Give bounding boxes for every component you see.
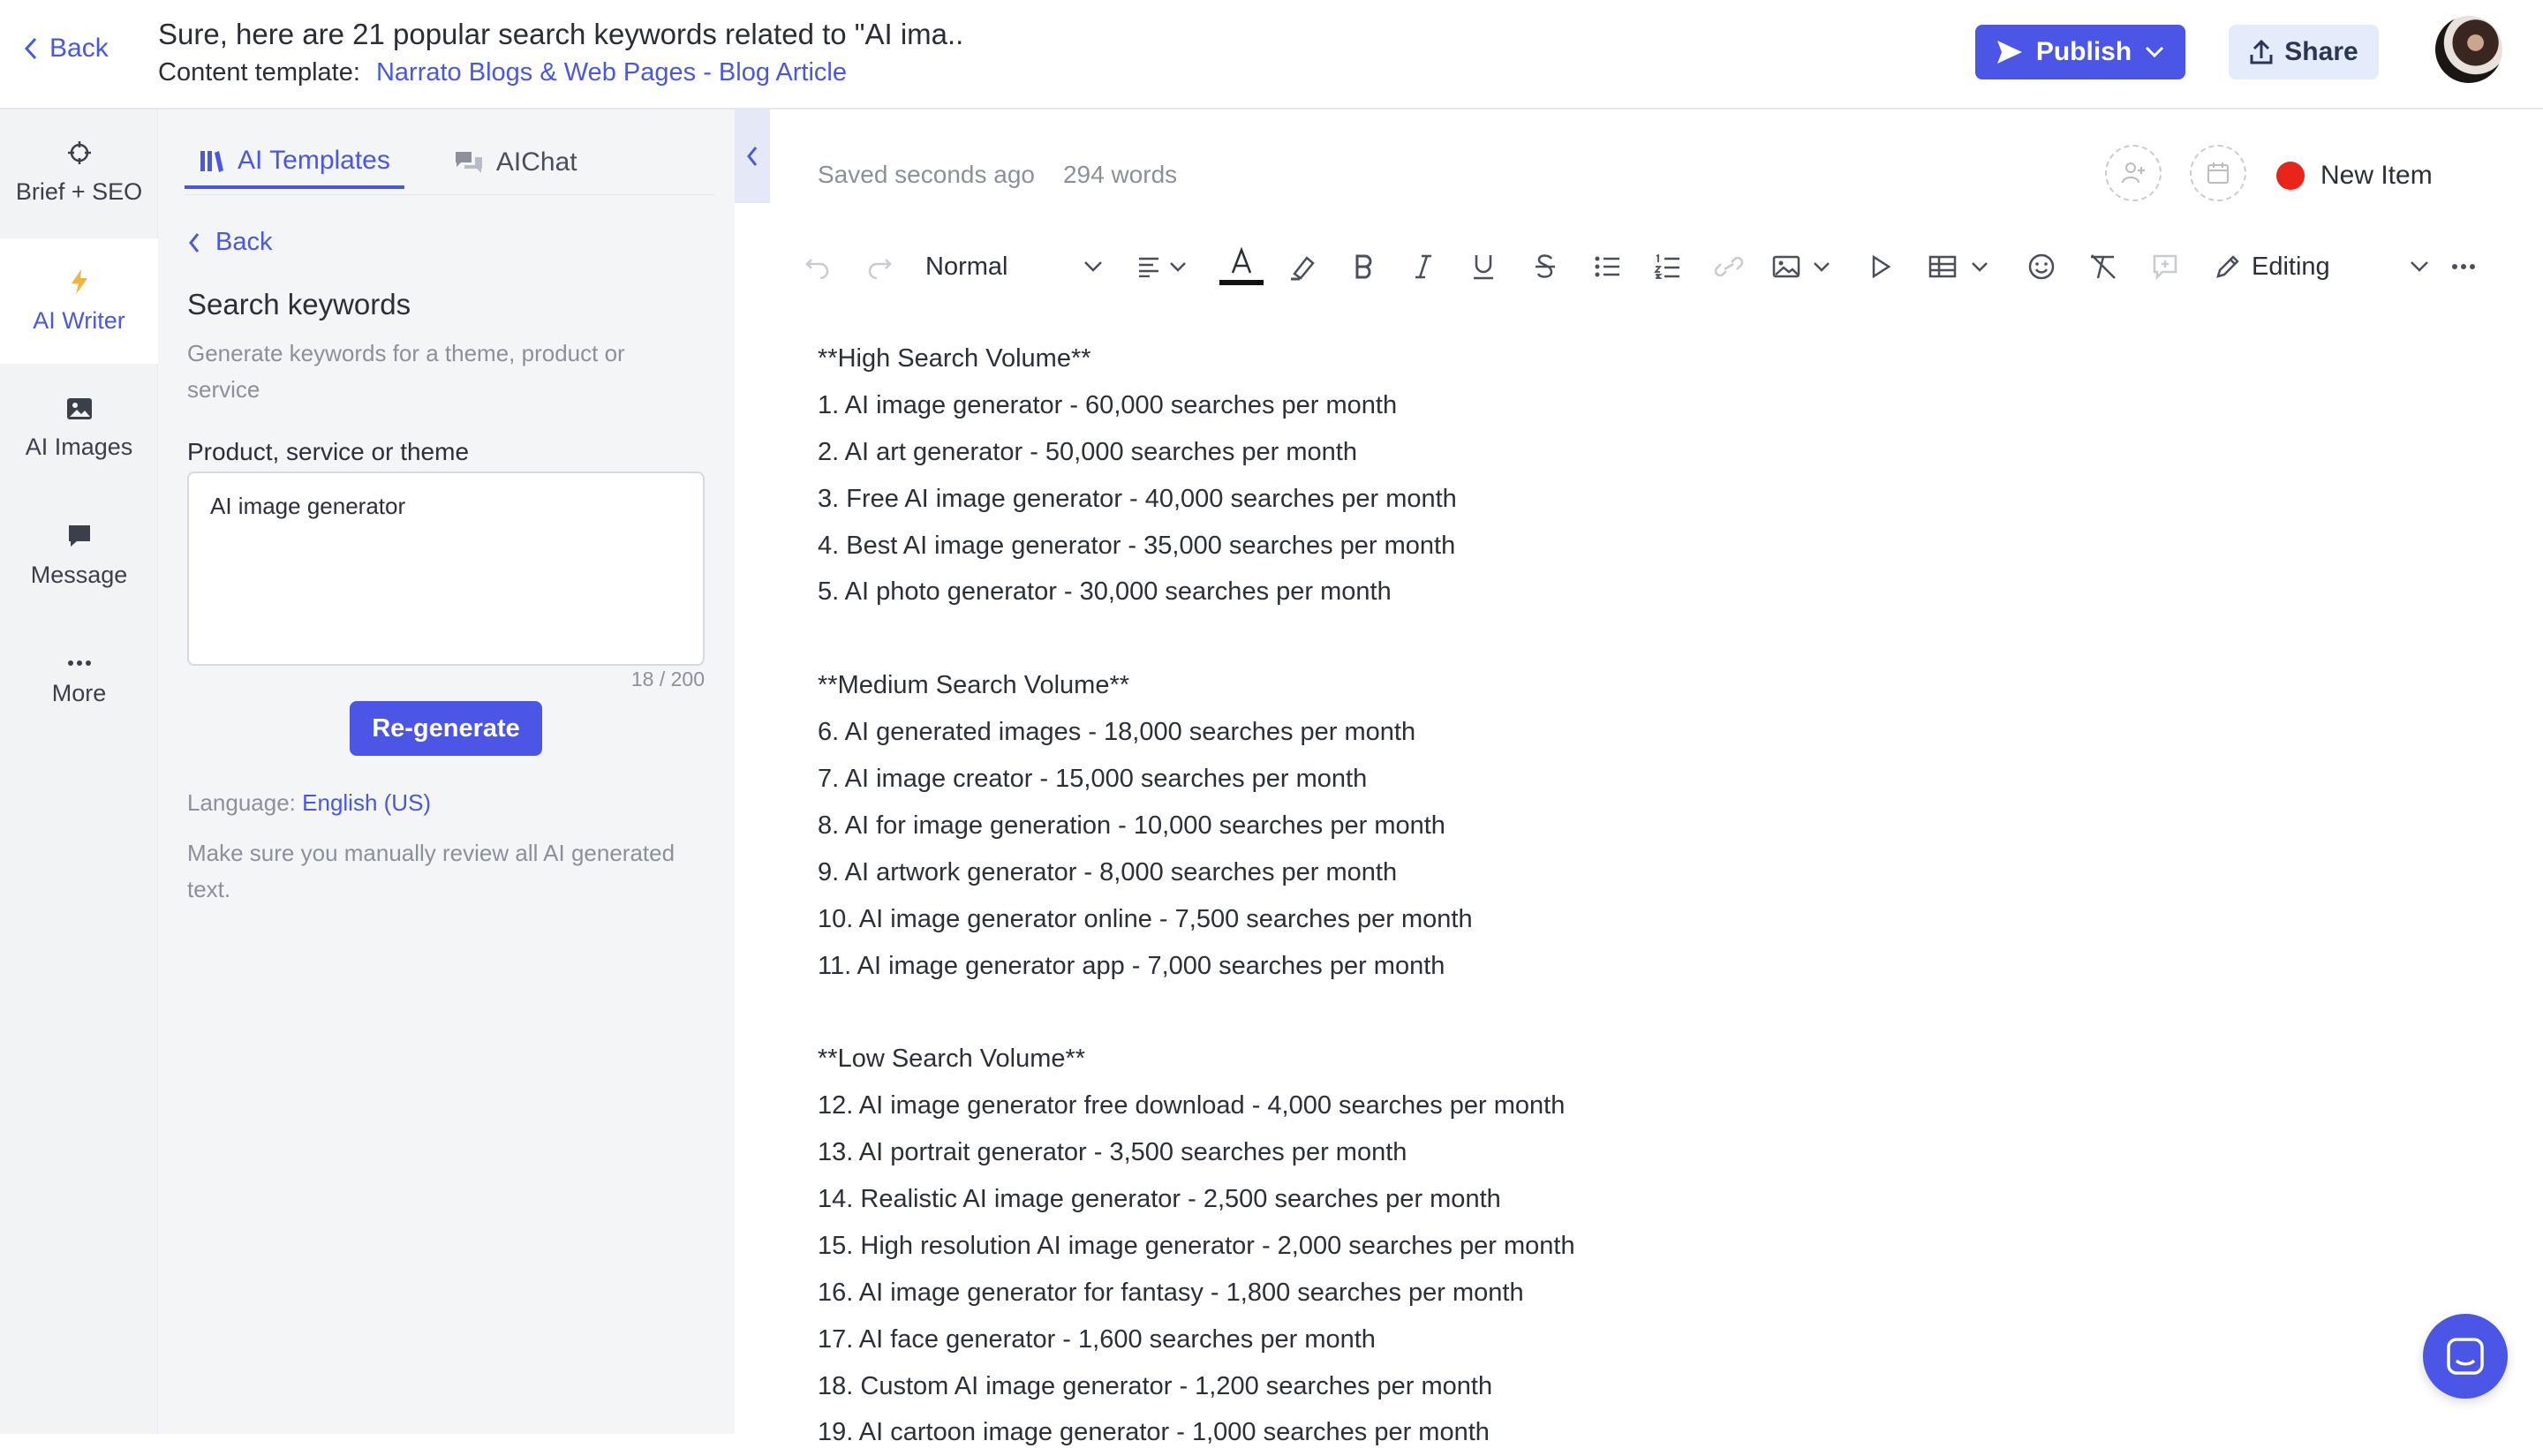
rail-item-ai-images[interactable] [0, 366, 158, 491]
regenerate-button[interactable]: Re-generate [350, 701, 542, 756]
text-color-button[interactable] [1217, 244, 1266, 290]
table-icon [1928, 254, 1992, 279]
message-icon [66, 523, 93, 549]
rail-item-more[interactable] [0, 620, 158, 745]
send-icon [1996, 39, 2024, 65]
content-line: 5. AI photo generator - 30,000 searches per month [818, 577, 1392, 607]
template-description: Generate keywords for a theme, product or service [187, 340, 625, 403]
content-line: 16. AI image generator for fantasy - 1,800 searches per month [818, 1278, 1524, 1307]
rail-item-ai-writer[interactable] [0, 238, 158, 364]
content-line: 6. AI generated images - 18,000 searches per month [818, 718, 1416, 747]
strikethrough-button[interactable] [1529, 244, 1561, 290]
template-link[interactable]: Narrato Blogs & Web Pages - Blog Article [375, 58, 847, 87]
more-options-button[interactable] [2448, 244, 2479, 290]
content-line: 11. AI image generator app - 7,000 searches per month [818, 951, 1445, 980]
tab-aichat[interactable] [440, 136, 592, 189]
language-select[interactable]: English (US) [302, 789, 432, 816]
align-dropdown[interactable] [1130, 244, 1197, 290]
chat-icon [2445, 1336, 2486, 1377]
top-bar [0, 0, 2543, 109]
chevron-down-icon [2409, 260, 2430, 274]
content-line: 12. AI image generator free download - 4,000 searches per month [818, 1091, 1566, 1120]
content-line: 17. AI face generator - 1,600 searches per month [818, 1324, 1376, 1354]
style-value: Normal [925, 252, 1008, 281]
content-line: 14. Realistic AI image generator - 2,500 searches per month [818, 1185, 1501, 1214]
content-line: 4. Best AI image generator - 35,000 searches per month [818, 531, 1456, 560]
link-button[interactable] [1711, 244, 1747, 290]
tab-label: AI Templates [238, 146, 390, 175]
numbered-list-button[interactable] [1651, 244, 1683, 290]
redo-icon [866, 254, 893, 279]
support-chat-button[interactable] [2423, 1314, 2508, 1399]
content-line: **Low Search Volume** [818, 1045, 1086, 1074]
underline-button[interactable] [1468, 244, 1499, 290]
chevron-down-icon [1083, 260, 1104, 274]
insert-video-button[interactable] [1865, 244, 1897, 290]
align-left-icon [1137, 256, 1190, 277]
content-line: 3. Free AI image generator - 40,000 searches per month [818, 484, 1457, 513]
panel-tabs [185, 136, 592, 189]
undo-button[interactable] [800, 244, 835, 290]
chevron-left-icon [187, 231, 201, 254]
emoji-button[interactable] [2024, 244, 2059, 290]
image-icon [66, 396, 93, 421]
saved-status: Saved seconds ago [818, 161, 1035, 188]
content-line: 13. AI portrait generator - 3,500 searches per month [818, 1138, 1407, 1167]
bold-icon [1354, 254, 1373, 279]
highlight-button[interactable] [1286, 244, 1321, 290]
status-selector[interactable] [2276, 161, 2433, 191]
publish-label: Publish [2035, 37, 2132, 66]
language-row [187, 789, 431, 817]
add-user-icon [2119, 159, 2147, 187]
rail-label: Message [30, 561, 128, 588]
upload-icon [2249, 39, 2274, 65]
content-line: 2. AI art generator - 50,000 searches per month [818, 437, 1357, 466]
word-count: 294 words [1062, 161, 1178, 188]
bold-button[interactable] [1347, 244, 1379, 290]
content-line: 1. AI image generator - 60,000 searches per month [818, 390, 1398, 419]
chevron-left-icon [23, 36, 39, 61]
numbered-list-icon [1654, 254, 1680, 279]
rail-label: More [51, 679, 107, 706]
review-note: Make sure you manually review all AI generated text. [187, 840, 675, 902]
content-line: 7. AI image creator - 15,000 searches per month [818, 765, 1368, 794]
status-label: New Item [2320, 161, 2433, 190]
rail-label: AI Images [25, 433, 133, 460]
italic-icon [1414, 254, 1433, 279]
text-color-icon [1218, 246, 1265, 287]
left-rail [0, 109, 158, 1434]
assign-user-button[interactable] [2105, 145, 2162, 201]
content-line: **High Search Volume** [818, 344, 1091, 373]
smiley-icon [2027, 253, 2056, 281]
play-icon [1871, 255, 1890, 278]
tabs-divider [185, 194, 714, 195]
rail-item-brief-seo[interactable] [0, 109, 158, 235]
avatar[interactable] [2435, 16, 2502, 83]
ellipsis-icon [2451, 263, 2476, 270]
tab-label: AIChat [495, 147, 577, 177]
editing-mode-select[interactable] [2215, 244, 2430, 290]
content-line: 18. Custom AI image generator - 1,200 searches per month [818, 1371, 1493, 1400]
comment-button[interactable] [2147, 244, 2183, 290]
image-icon [1772, 254, 1834, 279]
redo-button[interactable] [862, 244, 897, 290]
editor-status [818, 161, 1177, 189]
language-label: Language: [187, 789, 296, 816]
collapse-panel-button[interactable] [735, 109, 770, 203]
share-label: Share [2284, 37, 2358, 66]
clear-formatting-button[interactable] [2086, 244, 2121, 290]
strikethrough-icon [1534, 253, 1557, 280]
content-line: 19. AI cartoon image generator - 1,000 searches per month [818, 1418, 1490, 1447]
content-line: 9. AI artwork generator - 8,000 searches per month [818, 857, 1398, 886]
template-label: Content template: [158, 58, 360, 87]
chevron-down-icon [2144, 45, 2165, 59]
lightning-icon [69, 268, 90, 295]
back-button[interactable] [23, 34, 109, 64]
crosshair-icon [66, 140, 93, 166]
content-line: 8. AI for image generation - 10,000 searches per month [818, 811, 1445, 840]
content-line: 10. AI image generator online - 7,500 searches per month [818, 904, 1473, 933]
content-line: 15. High resolution AI image generator - 2,000 searches per month [818, 1231, 1575, 1260]
mode-label: Editing [2252, 252, 2330, 281]
library-icon [199, 147, 225, 174]
content-line [818, 615, 2407, 662]
due-date-button[interactable] [2190, 145, 2246, 201]
underline-icon [1472, 253, 1495, 280]
rail-label: AI Writer [33, 306, 125, 334]
back-label: Back [49, 34, 109, 63]
highlighter-icon [1289, 253, 1317, 281]
document-title[interactable]: Sure, here are 21 popular search keywords related to "AI ima.. [158, 18, 964, 50]
panel-back-button[interactable] [187, 228, 272, 257]
status-dot [2276, 162, 2305, 190]
content-line: **Medium Search Volume** [818, 671, 1130, 700]
share-button[interactable] [2229, 25, 2379, 79]
clear-format-icon [2088, 253, 2118, 280]
rail-item-message[interactable] [0, 493, 158, 618]
content-line [818, 989, 2407, 1036]
insert-table-dropdown[interactable] [1925, 244, 1996, 290]
field-label: Product, service or theme [187, 438, 470, 465]
chevron-left-icon [745, 145, 759, 168]
pencil-icon [2215, 253, 2241, 280]
char-counter: 18 / 200 [630, 668, 705, 690]
back-label: Back [215, 228, 273, 256]
bullet-list-button[interactable] [1591, 244, 1623, 290]
publish-button[interactable] [1975, 25, 2185, 79]
calendar-icon [2205, 160, 2231, 186]
rail-label: Brief + SEO [15, 177, 143, 205]
template-title: Search keywords [187, 288, 411, 321]
chat-bubbles-icon [454, 150, 484, 175]
comment-icon [2152, 253, 2178, 280]
product-theme-input[interactable] [187, 472, 705, 666]
content-template-row [158, 58, 847, 87]
undo-icon [804, 254, 831, 279]
tab-ai-templates[interactable] [185, 136, 404, 189]
insert-image-dropdown[interactable] [1770, 244, 1837, 290]
paragraph-style-select[interactable] [925, 244, 1104, 290]
bullet-list-icon [1594, 255, 1620, 278]
editor-content[interactable] [818, 336, 2407, 1456]
ellipsis-icon [66, 659, 93, 668]
link-icon [1715, 257, 1743, 276]
italic-button[interactable] [1407, 244, 1439, 290]
